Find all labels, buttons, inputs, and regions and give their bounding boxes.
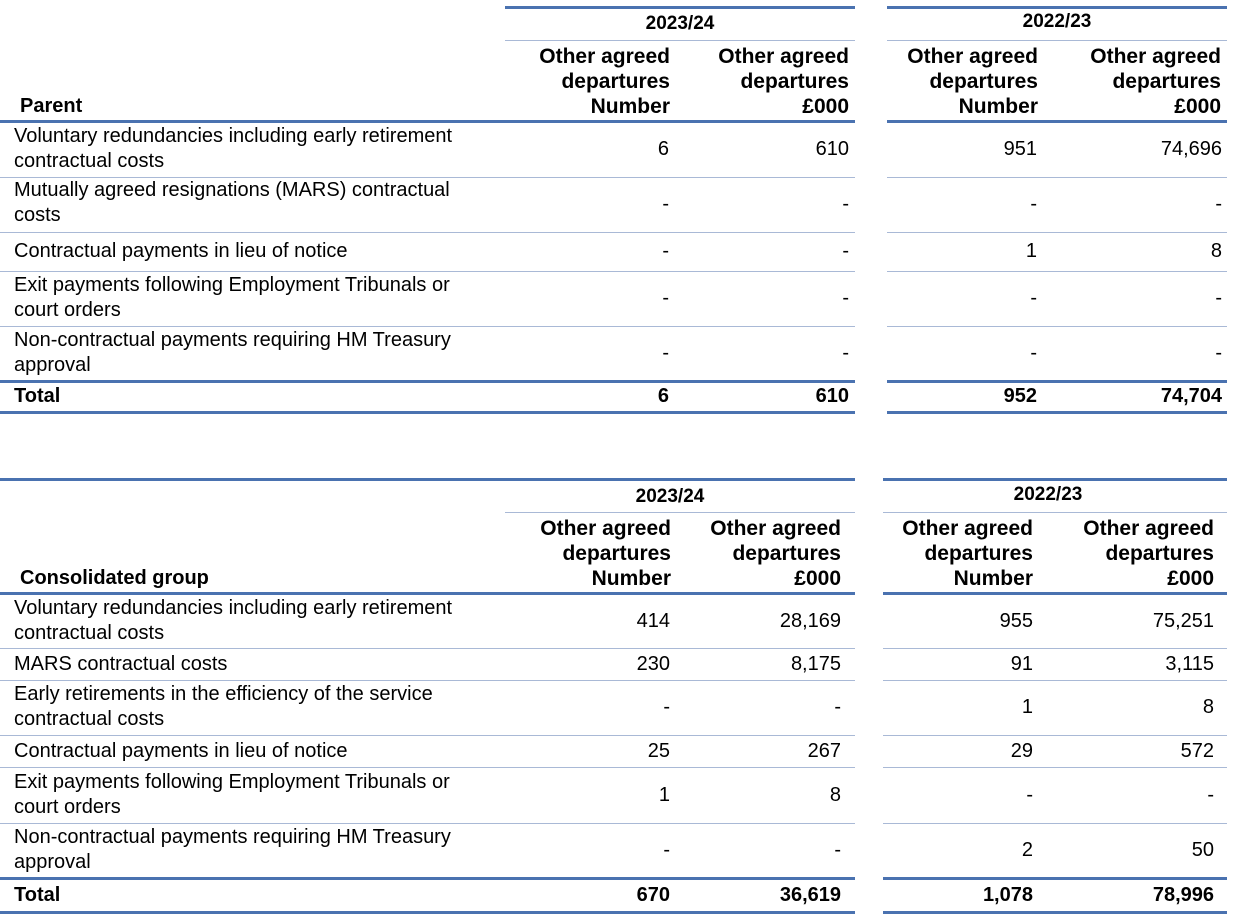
rule: [887, 411, 1227, 414]
rule: [887, 271, 1227, 272]
value-cell: -: [842, 240, 849, 262]
value-cell: -: [1030, 287, 1037, 309]
table-row: [0, 737, 1233, 767]
value-cell: -: [1215, 287, 1222, 309]
total-label: Total: [14, 385, 61, 407]
rule: [0, 120, 855, 123]
rule: [0, 478, 855, 481]
row-label: Non-contractual payments requiring HM Treasury approval: [14, 329, 451, 376]
rule: [0, 380, 855, 383]
value-cell: 29: [1010, 740, 1033, 762]
table-heading: Parent: [20, 95, 83, 117]
rule: [505, 40, 855, 41]
total-value: 74,704: [1160, 385, 1222, 407]
value-cell: 8,175: [790, 653, 841, 675]
total-value: 6: [657, 385, 669, 407]
value-cell: 91: [1010, 653, 1033, 675]
table-row: [0, 650, 1233, 680]
value-cell: -: [1026, 784, 1033, 806]
rule: [883, 592, 1227, 595]
value-cell: -: [1030, 193, 1037, 215]
table-row: [0, 682, 1233, 734]
value-cell: -: [842, 342, 849, 364]
table-heading: Consolidated group: [20, 567, 209, 589]
value-cell: -: [663, 839, 670, 861]
rule: [0, 735, 855, 736]
row-label: MARS contractual costs: [14, 653, 228, 675]
value-cell: 8: [1202, 696, 1214, 718]
group-table: [0, 478, 1233, 919]
rule: [0, 411, 855, 414]
value-cell: -: [662, 240, 669, 262]
total-row: [0, 384, 1233, 410]
year-header-prior: 2022/23: [1022, 11, 1092, 32]
rule: [887, 120, 1227, 123]
column-header: Other agreed departures Number: [907, 45, 1038, 118]
value-cell: -: [834, 839, 841, 861]
total-value: 670: [636, 884, 670, 906]
row-label: Exit payments following Employment Tribunals or court orders: [14, 274, 450, 321]
column-header: Other agreed departures £000: [718, 45, 849, 118]
total-row: [0, 883, 1233, 909]
value-cell: 230: [636, 653, 670, 675]
rule: [883, 823, 1227, 824]
total-value: 36,619: [779, 884, 841, 906]
rule: [0, 648, 855, 649]
rule: [0, 911, 855, 914]
value-cell: 951: [1003, 138, 1037, 160]
rule: [505, 6, 855, 9]
value-cell: -: [663, 696, 670, 718]
rule: [883, 735, 1227, 736]
rule: [505, 512, 855, 513]
column-header: Other agreed departures Number: [902, 517, 1033, 590]
value-cell: 28,169: [779, 610, 841, 632]
value-cell: 6: [657, 138, 669, 160]
column-header: Other agreed departures £000: [710, 517, 841, 590]
year-header-current: 2023/24: [635, 486, 705, 507]
rule: [883, 767, 1227, 768]
rule: [887, 40, 1227, 41]
value-cell: 267: [807, 740, 841, 762]
parent-table: [0, 0, 1233, 420]
row-label: Exit payments following Employment Tribunals or court orders: [14, 771, 450, 818]
table-row: [0, 825, 1233, 877]
value-cell: -: [1030, 342, 1037, 364]
value-cell: -: [662, 342, 669, 364]
rule: [0, 326, 855, 327]
value-cell: -: [842, 193, 849, 215]
rule: [0, 271, 855, 272]
value-cell: -: [1207, 784, 1214, 806]
table-row: [0, 328, 1233, 380]
value-cell: 25: [647, 740, 670, 762]
table-row: [0, 596, 1233, 648]
value-cell: 1: [658, 784, 670, 806]
value-cell: 74,696: [1160, 138, 1222, 160]
rule: [883, 512, 1227, 513]
value-cell: -: [834, 696, 841, 718]
rule: [0, 823, 855, 824]
value-cell: 572: [1180, 740, 1214, 762]
total-label: Total: [14, 884, 61, 906]
row-label: Voluntary redundancies including early retirement contractual costs: [14, 597, 453, 644]
value-cell: 75,251: [1152, 610, 1214, 632]
rule: [0, 767, 855, 768]
value-cell: 1: [1025, 240, 1037, 262]
year-header-current: 2023/24: [645, 13, 715, 34]
row-label: Mutually agreed resignations (MARS) contractual costs: [14, 179, 450, 226]
row-label: Non-contractual payments requiring HM Treasury approval: [14, 826, 451, 873]
table-row: [0, 273, 1233, 327]
column-header: Other agreed departures £000: [1083, 517, 1214, 590]
rule: [887, 326, 1227, 327]
value-cell: 8: [1210, 240, 1222, 262]
value-cell: 610: [815, 138, 849, 160]
value-cell: -: [1215, 193, 1222, 215]
value-cell: 3,115: [1165, 653, 1214, 675]
total-value: 1,078: [982, 884, 1033, 906]
rule: [887, 6, 1227, 9]
rule: [0, 680, 855, 681]
total-value: 610: [815, 385, 849, 407]
row-label: Contractual payments in lieu of notice: [14, 240, 348, 262]
value-cell: 2: [1021, 839, 1033, 861]
value-cell: -: [662, 193, 669, 215]
table-row: [0, 124, 1233, 178]
column-header: Other agreed departures Number: [539, 45, 670, 118]
rule: [883, 648, 1227, 649]
table-row: [0, 178, 1233, 232]
total-value: 952: [1003, 385, 1037, 407]
rule: [887, 380, 1227, 383]
value-cell: 1: [1021, 696, 1033, 718]
row-label: Contractual payments in lieu of notice: [14, 740, 348, 762]
value-cell: 955: [999, 610, 1033, 632]
value-cell: 8: [829, 784, 841, 806]
value-cell: 414: [636, 610, 670, 632]
row-label: Early retirements in the efficiency of the service contractual costs: [14, 683, 433, 730]
value-cell: -: [1215, 342, 1222, 364]
rule: [0, 877, 855, 880]
rule: [0, 592, 855, 595]
rule: [883, 478, 1227, 481]
value-cell: -: [842, 287, 849, 309]
table-row: [0, 233, 1233, 271]
total-value: 78,996: [1152, 884, 1214, 906]
row-label: Voluntary redundancies including early retirement contractual costs: [14, 125, 453, 172]
value-cell: -: [662, 287, 669, 309]
rule: [883, 911, 1227, 914]
column-header: Other agreed departures £000: [1090, 45, 1221, 118]
column-header: Other agreed departures Number: [540, 517, 671, 590]
rule: [883, 680, 1227, 681]
table-row: [0, 770, 1233, 822]
rule: [883, 877, 1227, 880]
value-cell: 50: [1191, 839, 1214, 861]
year-header-prior: 2022/23: [1013, 484, 1083, 505]
